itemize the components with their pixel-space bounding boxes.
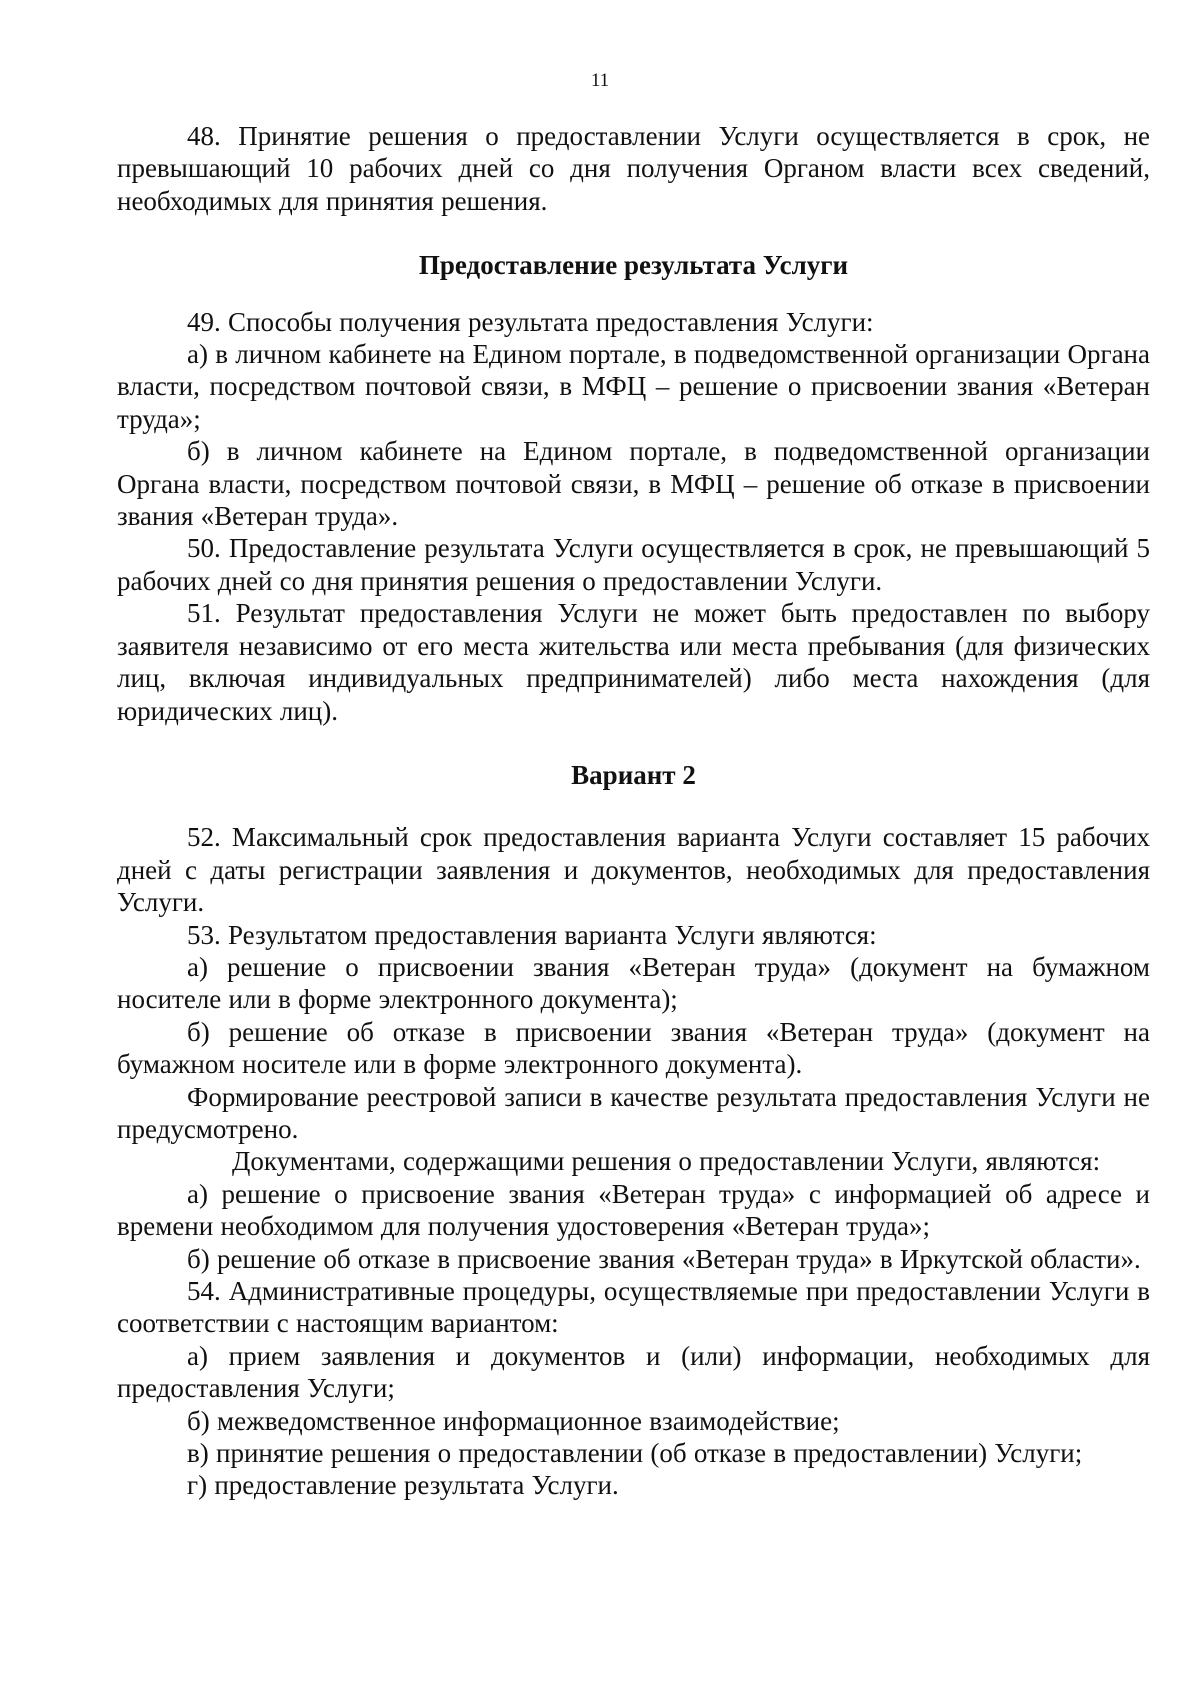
paragraph-48: 48. Принятие решения о предоставлении Услуги осуществляется в срок, не превышающий 10 рабочих дней со дня получения Органом власти всех сведений, необходимых для принятия решения. [117, 121, 1150, 216]
paragraph-49-b: б) в личном кабинете на Едином портале, в подведомственной организации Органа власти, посредством почтовой связи, в МФЦ – решение об отказе в присвоении звания «Ветеран труда». [117, 436, 1150, 532]
paragraph-54-d: г) предоставление результата Услуги. [187, 1470, 619, 1501]
paragraph-53-e: а) решение о присвоение звания «Ветеран труда» с информацией об адресе и времени необходимом для получения удостоверения «Ветеран труда»; [117, 1178, 1150, 1242]
paragraph-54: 54. Административные процедуры, осуществляемые при предоставлении Услуги в соответствии с настоящим вариантом: [117, 1276, 1150, 1339]
paragraph-49-a: а) в личном кабинете на Едином портале, в подведомственной организации Органа власти, посредством почтовой связи, в МФЦ – решение о присвоении звания «Ветеран труда»; [117, 339, 1150, 434]
paragraph-53-b: б) решение об отказе в присвоении звания «Ветеран труда» (документ на бумажном носителе или в форме электронного документа). [117, 1016, 1150, 1080]
section-heading-variant-2: Вариант 2 [571, 759, 696, 790]
paragraph-53-f: б) решение об отказе в присвоение звания «Ветеран труда» в Иркутской области». [187, 1243, 1141, 1274]
section-heading-result: Предоставление результата Услуги [418, 250, 849, 281]
paragraph-51: 51. Результат предоставления Услуги не может быть предоставлен по выбору заявителя независимо от его места жительства или места пребывания (для физических лиц, включая индивидуальных предпринимателей) либо места нахождения (для юридических лиц). [117, 598, 1150, 726]
paragraph-53-a: а) решение о присвоении звания «Ветеран труда» (документ на бумажном носителе или в форме электронного документа); [117, 951, 1150, 1015]
paragraph-54-a: а) прием заявления и документов и (или) информации, необходимых для предоставления Услуги; [117, 1340, 1150, 1404]
page-number: 11 [590, 70, 610, 91]
paragraph-50: 50. Предоставление результата Услуги осуществляется в срок, не превышающий 5 рабочих дней со дня принятия решения о предоставлении Услуги. [117, 533, 1150, 596]
paragraph-54-c: в) принятие решения о предоставлении (об отказе в предоставлении) Услуги; [187, 1438, 1083, 1469]
document-body [117, 120, 1150, 1502]
paragraph-53-d: Документами, содержащими решения о предоставлении Услуги, являются: [232, 1146, 1101, 1177]
paragraph-49: 49. Способы получения результата предоставления Услуги: [187, 306, 874, 337]
paragraph-54-b: б) межведомственное информационное взаимодействие; [187, 1405, 840, 1436]
paragraph-53-c: Формирование реестровой записи в качестве результата предоставления Услуги не предусмотрено. [117, 1081, 1150, 1144]
paragraph-53: 53. Результатом предоставления варианта Услуги являются: [187, 919, 877, 950]
paragraph-52: 52. Максимальный срок предоставления варианта Услуги составляет 15 рабочих дней с даты регистрации заявления и документов, необходимых для предоставления Услуги. [117, 822, 1150, 918]
